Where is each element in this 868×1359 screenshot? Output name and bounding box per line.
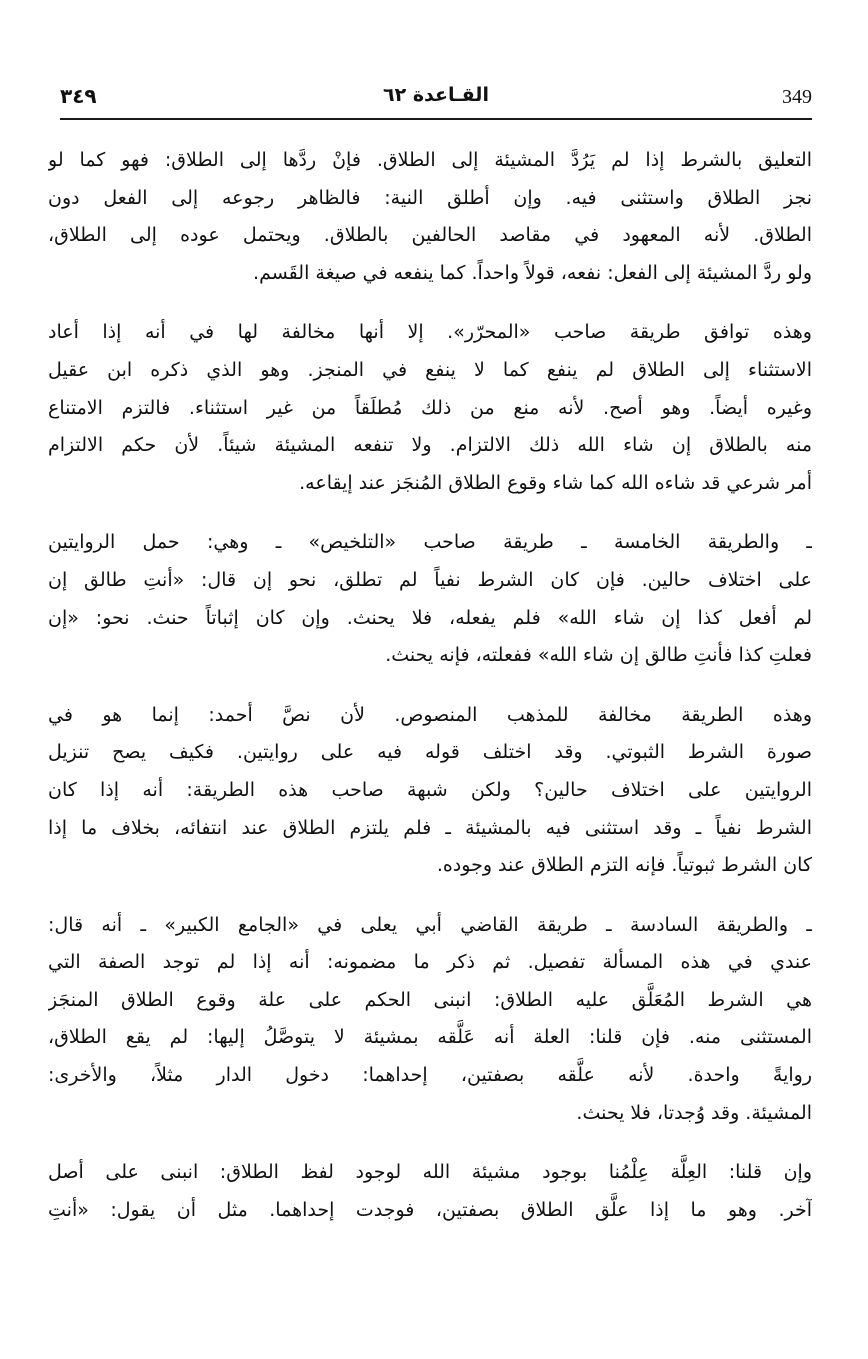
text-line: أمر شرعي قد شاءه الله كما شاء وقوع الطلاق المُنجَز عند إيقاعه. bbox=[299, 471, 812, 494]
text-line: ـ والطريقة السادسة ـ طريقة القاضي أبي يعلى في «الجامع الكبير» ـ أنه قال: bbox=[48, 913, 812, 936]
text-line: روايةً واحدة. لأنه علَّقه بصفتين، إحداهما: دخول الدار مثلاً، والأخرى: bbox=[48, 1064, 812, 1087]
text-line: المستثنى منه. فإن قلنا: العلة أنه عَلَّقه بمشيئة لا يتوصَّلُ إليها: لم يقع الطلاق، bbox=[48, 1026, 812, 1049]
text-line: الشرط نفياً ـ وقد استثنى فيه بالمشيئة ـ فلم يلتزم الطلاق عند انتفائه، بخلاف ما إذا bbox=[48, 816, 812, 839]
text-line: وهذه الطريقة مخالفة للمذهب المنصوص. لأن نصَّ أحمد: إنما هو في bbox=[48, 703, 812, 726]
text-line: كان الشرط ثبوتياً. فإنه التزم الطلاق عند وجوده. bbox=[436, 854, 812, 877]
text-line: وغيره أيضاً. وهو أصح. لأنه منع من ذلك مُطلَقاً من غير استثناء. فالتزم الامتناع bbox=[48, 396, 812, 419]
text-line: المشيئة. وقد وُجدتا، فلا يحنث. bbox=[576, 1101, 812, 1124]
text-line: الاستثناء إلى الطلاق لم ينفع كما لا ينفع في المنجز. وهو الذي ذكره ابن عقيل bbox=[48, 358, 812, 381]
text-line: وإن قلنا: العِلَّة عِلْمُنا بوجود مشيئة الله لوجود لفظ الطلاق: انبنى على أصل bbox=[48, 1161, 812, 1184]
text-line: عندي في هذه المسألة تفصيل. ثم ذكر ما مضمونه: أنه إذا لم توجد الصفة التي bbox=[48, 951, 812, 974]
text-line: ـ والطريقة الخامسة ـ طريقة صاحب «التلخيص» ـ وهي: حمل الروايتين bbox=[48, 531, 812, 554]
text-line: ولو ردَّ المشيئة إلى الفعل: نفعه، قولاً واحداً. كما ينفعه في صيغة القَسم. bbox=[253, 261, 812, 284]
text-line: منه بالطلاق إن شاء الله ذلك الالتزام. ولا تنفعه المشيئة شيئاً. لأن حكم الالتزام bbox=[48, 434, 812, 457]
text-line: على اختلاف حالين. فإن كان الشرط نفياً لم تطلق، نحو إن قال: «أنتِ طالق إن bbox=[48, 568, 812, 591]
text-line: صورة الشرط الثبوتي. وقد اختلف قوله فيه على روايتين. فكيف يصح تنزيل bbox=[48, 741, 812, 764]
page-number-latin: 349 bbox=[782, 86, 812, 108]
paragraph bbox=[48, 142, 812, 292]
paragraph bbox=[48, 907, 812, 1133]
text-line: نجز الطلاق واستثنى فيه. وإن أطلق النية: فالظاهر رجوعه إلى الفعل دون bbox=[48, 186, 812, 209]
text-line: الروايتين على اختلاف حالين؟ ولكن شبهة صاحب هذه الطريقة: أنه إذا كان bbox=[48, 778, 812, 801]
chapter-title: القـاعدة ٦٢ bbox=[383, 84, 489, 106]
paragraph bbox=[48, 314, 812, 502]
paragraph bbox=[48, 524, 812, 674]
text-line: التعليق بالشرط إذا لم يَرُدَّ المشيئة إلى الطلاق. فإنْ ردَّها إلى الطلاق: فهو كما لو bbox=[48, 149, 812, 171]
text-line: هي الشرط المُعَلَّق عليه الطلاق: انبنى الحكم على علة وقوع الطلاق المنجَز bbox=[48, 988, 812, 1011]
page-number-arabic: ٣٤٩ bbox=[60, 84, 97, 108]
text-line: لم أفعل كذا إن شاء الله» فلم يفعله، فلا يحنث. وإن كان إثباتاً حنث. نحو: «إن bbox=[48, 606, 812, 629]
text-line: وهذه توافق طريقة صاحب «المحرّر». إلا أنها مخالفة لها في أنه إذا أعاد bbox=[48, 321, 812, 344]
text-line: الطلاق. لأنه المعهود في مقاصد الحالفين بالطلاق. ويحتمل عوده إلى الطلاق، bbox=[48, 224, 812, 247]
paragraph bbox=[48, 697, 812, 885]
text-line: فعلتِ كذا فأنتِ طالق إن شاء الله» ففعلته، فإنه يحنث. bbox=[385, 644, 812, 667]
paragraph bbox=[48, 1154, 812, 1229]
page-body bbox=[48, 142, 812, 1251]
page-header bbox=[60, 82, 812, 120]
text-line: آخر. وهو ما إذا علَّق الطلاق بصفتين، فوجدت إحداهما. مثل أن يقول: «أنتِ bbox=[48, 1198, 812, 1221]
